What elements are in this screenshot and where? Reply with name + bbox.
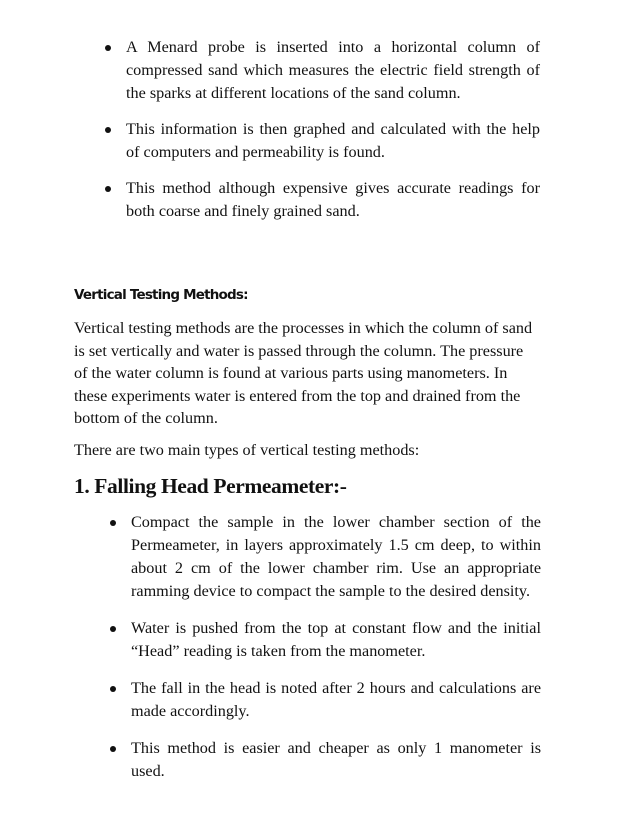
bullet-text: This method although expensive gives accurate readings for both coarse and finely grained sand. bbox=[126, 179, 540, 220]
list-item bbox=[131, 737, 541, 783]
types-paragraph: There are two main types of vertical testing methods: bbox=[74, 441, 420, 459]
bullet-icon bbox=[110, 686, 116, 692]
list-item bbox=[131, 677, 541, 723]
bullet-text: This information is then graphed and calculated with the help of computers and permeability is found. bbox=[126, 120, 540, 161]
bullet-icon bbox=[110, 520, 116, 526]
bullet-text: The fall in the head is noted after 2 hours and calculations are made accordingly. bbox=[131, 679, 541, 720]
bullet-text: A Menard probe is inserted into a horizontal column of compressed sand which measures the electric field strength of the sparks at different locations of the sand column. bbox=[126, 38, 540, 102]
list-item bbox=[126, 177, 540, 223]
vertical-testing-heading: Vertical Testing Methods: bbox=[74, 287, 248, 303]
list-item bbox=[126, 118, 540, 164]
vertical-testing-paragraph: Vertical testing methods are the processes in which the column of sand is set vertically and water is passed through the column. The pressure of the water column is found at various parts using manometers. In these experiments water is entered from the top and drained from the bottom of the column. bbox=[74, 319, 533, 427]
falling-head-bullet-list bbox=[131, 511, 541, 797]
bullet-icon bbox=[110, 746, 116, 752]
falling-head-heading: 1. Falling Head Permeameter:- bbox=[74, 474, 347, 498]
list-item bbox=[126, 36, 540, 105]
bullet-text: This method is easier and cheaper as only 1 manometer is used. bbox=[131, 739, 541, 780]
bullet-icon bbox=[105, 186, 111, 192]
bullet-icon bbox=[105, 45, 111, 51]
bullet-icon bbox=[105, 127, 111, 133]
list-item bbox=[131, 617, 541, 663]
bullet-text: Compact the sample in the lower chamber section of the Permeameter, in layers approximately 1.5 cm deep, to within about 2 cm of the lower chamber rim. Use an appropriate ramming device to compact the sample to the desired density. bbox=[131, 513, 541, 600]
list-item bbox=[131, 511, 541, 603]
bullet-text: Water is pushed from the top at constant flow and the initial “Head” reading is taken from the manometer. bbox=[131, 619, 541, 660]
horizontal-method-bullet-list bbox=[126, 36, 540, 236]
bullet-icon bbox=[110, 626, 116, 632]
